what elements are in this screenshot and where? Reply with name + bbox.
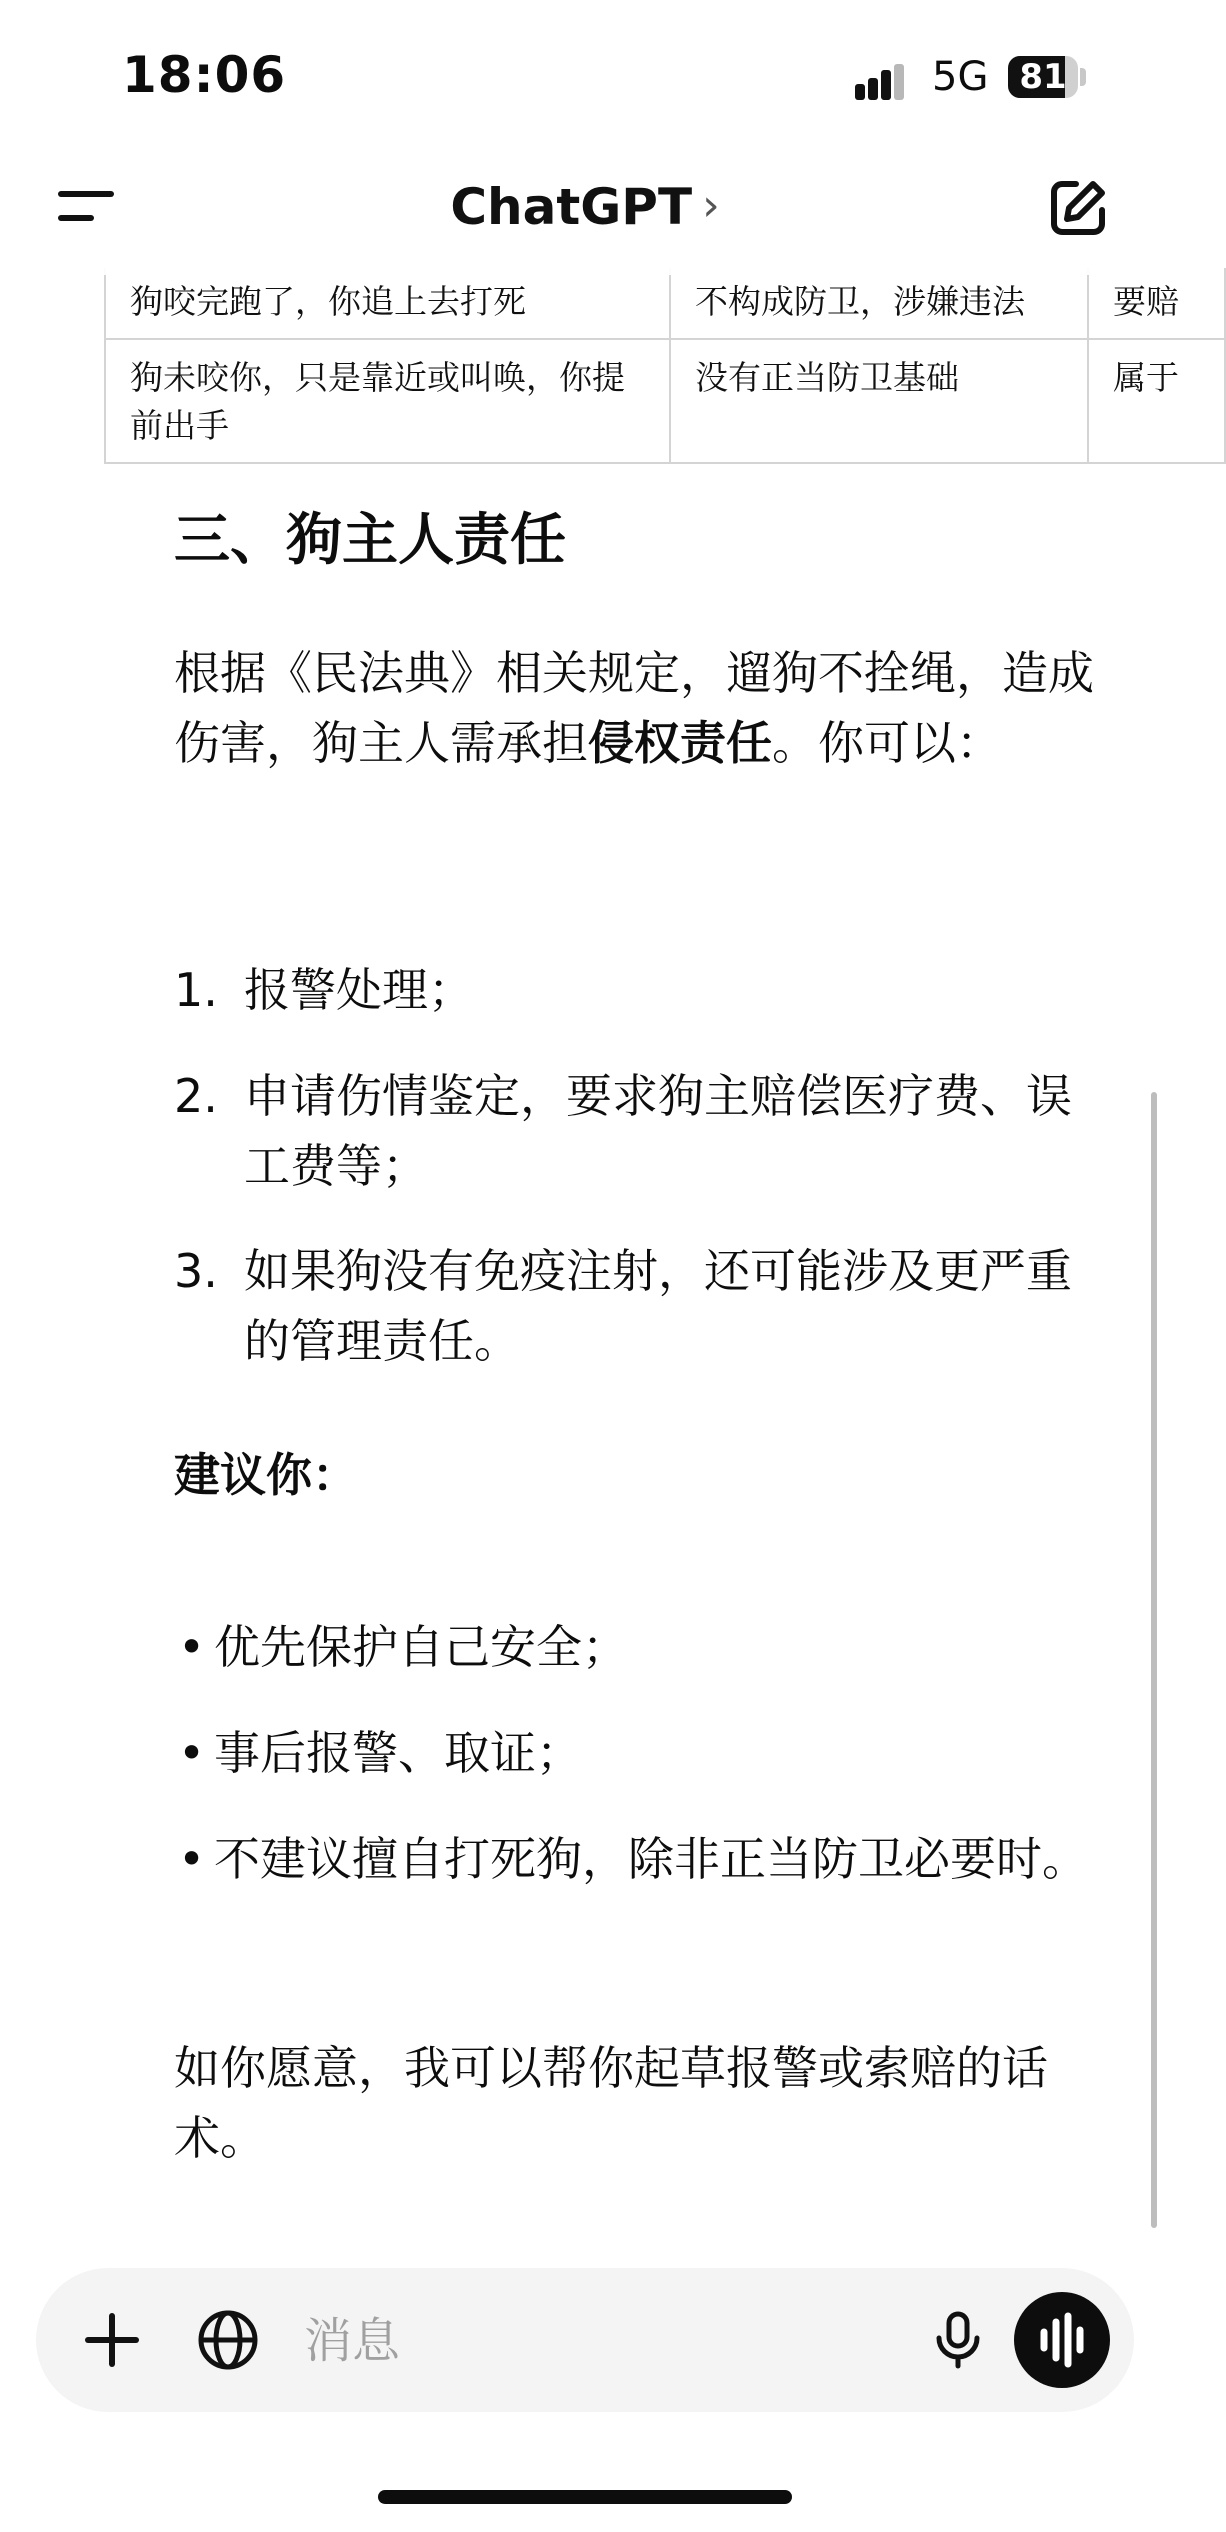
table-cell: 狗咬完跑了，你追上去打死 [105,268,670,339]
table-cell: 不构成防卫，涉嫌违法 [670,268,1088,339]
plus-icon[interactable] [82,2310,142,2370]
battery-percent: 81 [1019,57,1067,97]
table-cell: 属于 [1088,339,1225,463]
network-type: 5G [932,54,989,100]
list-text: 申请伤情鉴定，要求狗主赔偿医疗费、误工费等； [244,1069,1072,1193]
intro-text-end: 。你可以： [772,716,1002,770]
bullet-marker: • [178,1726,206,1780]
list-number: 1. [174,963,218,1017]
scrollbar[interactable] [1151,1092,1157,2228]
status-bar [0,0,1170,140]
chevron-right-icon: › [702,180,720,231]
list-number: 2. [174,1069,218,1123]
status-time: 18:06 [122,46,287,104]
advice-heading: 建议你： [174,1448,358,1502]
globe-icon[interactable] [196,2308,260,2372]
intro-paragraph [174,638,1104,778]
battery-icon [1008,56,1086,98]
table-row [105,268,1225,339]
intro-bold-text: 侵权责任 [588,716,772,770]
voice-mode-icon[interactable] [1014,2292,1110,2388]
section-heading: 三、狗主人责任 [174,508,566,573]
top-navigation [0,140,1170,275]
microphone-icon[interactable] [926,2308,990,2372]
comparison-table [104,268,1179,470]
bullet-text: 不建议擅自打死狗，除非正当防卫必要时。 [214,1832,1088,1886]
message-input[interactable] [302,2302,866,2380]
intro-text: 根据《民法典》相关规定，遛狗不拴绳，造成伤害，狗主人需承担 [174,646,1094,770]
home-indicator[interactable] [378,2490,792,2504]
message-composer [36,2268,1134,2412]
bullet-marker: • [178,1832,206,1886]
cellular-signal-icon [855,60,917,100]
list-number: 3. [174,1244,218,1298]
list-text: 报警处理； [244,963,474,1017]
list-text: 如果狗没有免疫注射，还可能涉及更严重的管理责任。 [244,1244,1072,1368]
bullet-marker: • [178,1620,206,1674]
compose-icon[interactable] [1046,176,1110,240]
nav-title[interactable]: ChatGPT [450,178,693,236]
bullet-text: 事后报警、取证； [214,1726,582,1780]
table-cell: 没有正当防卫基础 [670,339,1088,463]
bullet-text: 优先保护自己安全； [214,1620,628,1674]
closing-paragraph: 如你愿意，我可以帮你起草报警或索赔的话术。 [174,2041,1048,2165]
table-cell: 狗未咬你，只是靠近或叫唤，你提前出手 [105,339,670,463]
model-selector[interactable] [0,178,1170,236]
table-row [105,339,1225,463]
table-cell: 要赔 [1088,268,1225,339]
